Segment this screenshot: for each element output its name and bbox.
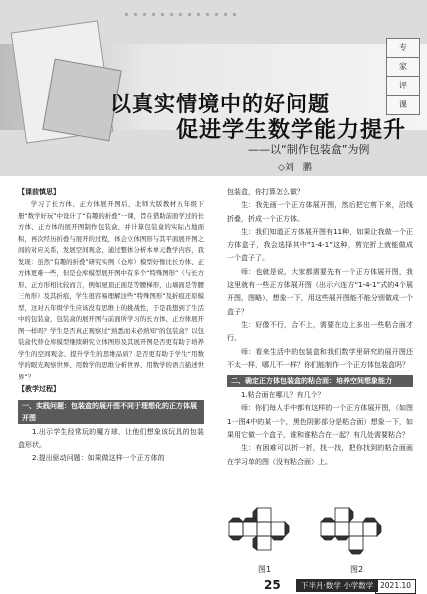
section-1-heading: 一、实践问题：包装盒的展开图不同于理想化的正方体展开图 <box>18 400 204 424</box>
page-number: 25 <box>264 578 281 592</box>
figure-2-cube-net <box>321 508 381 554</box>
left-column <box>18 186 204 465</box>
paragraph: 生：有困难可以折一折，找一找，把你找到的粘合面画在学习单的图（没有粘合面）上。 <box>227 444 413 466</box>
paragraph: 包装盒，你打算怎么做？ <box>227 188 304 196</box>
section-2-heading: 二、确定正方体包装盒的粘合面：培养空间想象能力 <box>227 375 413 387</box>
article-title-line-2: 促进学生数学能力提升 <box>176 117 407 143</box>
side-tag-2: 家 <box>386 57 420 77</box>
section-label-process: 【教学过程】 <box>18 385 60 394</box>
reflection-paragraph: 学习了长方体、正方体展开图后，北师大版教材五年级下册“数学好玩”中设计了“有趣的折叠”一课，旨在借助前面学过的长方体、正方体的展开图制作包装盒，并计算包装盒的实际占地面积，再次经历折叠与展开的过程，体会立体图形与其平面展开图之间的对应关系，发展空间观念，通过整体分析本单元教学内容，我发现：虽然“有趣的折叠”研究实例（仓库）模型好像比长方体、正方体更难一些，但是仓库模型展开图中有多个“特殊图形”（与长方形、正方形相比较而言，例如屋顶正面是等腰梯形，山墙面是等腰三角形）及其折痕，学生很容易理解这些“特殊图形”及折痕还原模型，这对五年级学生应该没有思维上的挑战性，于是我想到了生活中的包装盒，包装盒的展开图与前面所学习的长方体、正方体展开图一样吗？学生是否真正观察过“熟悉而未必熟知”的包装盒？以包装盒代替仓库模型继续研究立体图形及其展开图是否更有助于培养学生的空间观念、提升学生的思维品质？是否更有助于学生“用数学的眼光观察世界、用数学的思维分析世界、用数学的语言描述世界”？ <box>18 200 204 381</box>
right-column <box>227 186 413 469</box>
banner-dot-pattern <box>122 10 242 22</box>
paragraph: 2.提出驱动问题：如果做这样一个正方体的 <box>32 454 165 463</box>
issue-date: 2021.10 <box>375 579 416 594</box>
paragraph: 生：我先画一个正方体展开图，然后把它剪下来，沿线折叠，折成一个正方体。 <box>227 201 413 223</box>
paragraph: 生：我们知道正方体展开图有11种，如果让我做一个正方体盒子，我会选择其中“1-4-1”这种，剪完折上就能做成一个盒子了。 <box>227 227 413 263</box>
figure-2-caption: 图2 <box>350 565 364 574</box>
article-title-line-1: 以真实情境中的好问题 <box>110 91 330 116</box>
paragraph: 师：看来生活中的包装盒和我们数学里研究的展开图还不太一样，哪儿不一样？你们能制作一个正方体包装盒吗？ <box>227 347 413 369</box>
paragraph: 1.出示学生经常玩的魔方球，让他们想象该玩具的包装盒形状。 <box>18 427 204 449</box>
paragraph: 师：你们每人手中都有这样的一个正方体展开图，（如图1一图4中的某一个，黑色阴影部分是粘合面）想象一下，如果用它做一个盒子，谁和谁粘合在一起？有几处需要粘合？ <box>227 404 413 440</box>
paragraph: 师：也就是说，大家都需要先有一个正方体展开图，我这里就有一些正方体展开图（出示六连方“1-4-1”式的4个展开图，图略），想象一下，用这些展开图能不能分别做成一个盒子？ <box>227 267 413 316</box>
net-figures <box>227 506 407 570</box>
author-byline: ◇刘 鹏 <box>278 163 312 173</box>
side-tag-3: 评 <box>386 76 420 96</box>
section-label-reflection: 【课前慎思】 <box>18 188 60 196</box>
article-subtitle: ——以“制作包装盒”为例 <box>248 143 370 156</box>
paragraph: 生：好像不行，合不上，需要在边上多出一些粘合面才行。 <box>227 320 413 343</box>
paragraph: 1.粘合面在哪儿？有几个？ <box>241 391 325 400</box>
page-footer <box>0 576 427 594</box>
side-tag-4: 课 <box>386 95 420 115</box>
figure-1-caption: 图1 <box>258 565 272 574</box>
side-tag-1: 专 <box>386 38 420 58</box>
journal-name: 下半月·数学 小学数学 <box>296 579 378 592</box>
figure-1-cube-net <box>229 508 289 550</box>
